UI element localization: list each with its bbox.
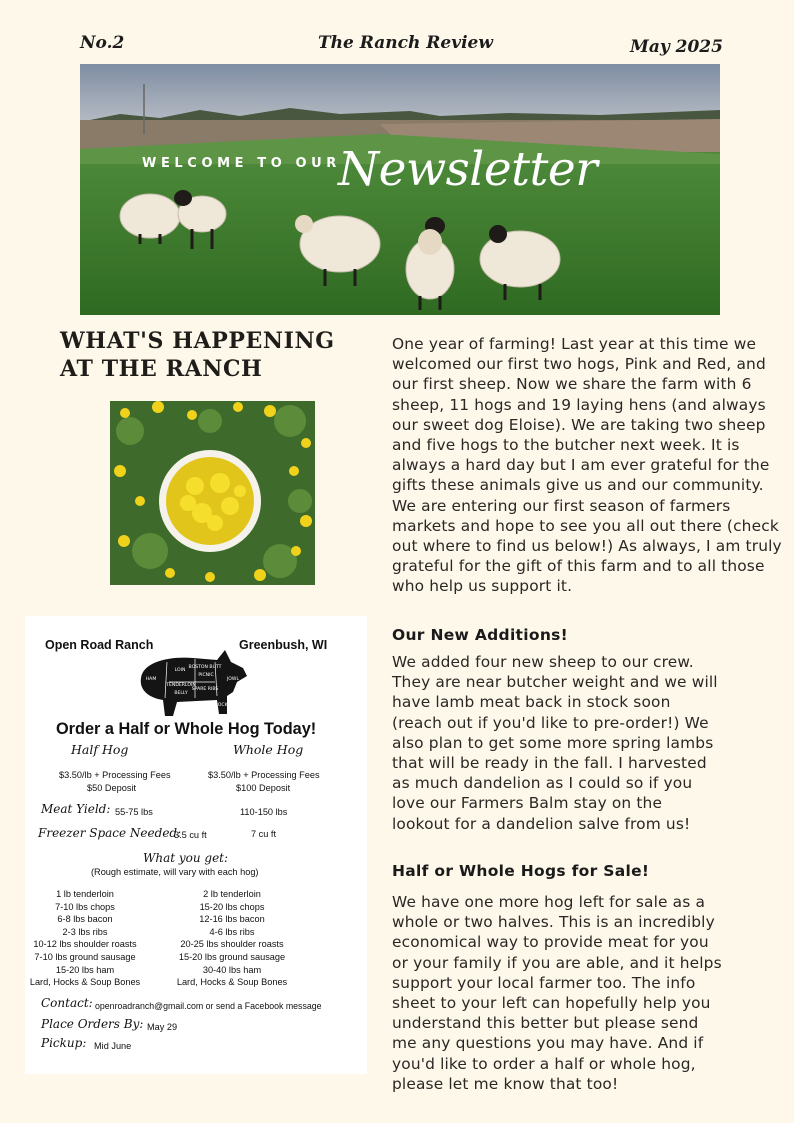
cut-loin: LOIN — [174, 668, 186, 673]
issue-number: No.2 — [80, 33, 125, 53]
hog-order-flyer — [25, 616, 367, 1074]
list-item: 12-16 lbs bacon — [199, 914, 265, 925]
cut-tenderloin: TENDERLOIN — [166, 683, 196, 688]
list-item: 30-40 lbs ham — [202, 964, 262, 975]
hero-title: Newsletter — [338, 142, 598, 197]
freezer-space-label: Freezer Space Needed: — [38, 826, 182, 840]
hogs-paragraph: We have one more hog left for sale as a whole or two halves. This is an incredibly economical way to provide meat for you or your family if you are able, and it helps support your local farmer too. The info sheet to your left can hopefully help you understand this better but please send me any questions you may have. And if you'd like to order a half or whole hog, please let me know that too! — [392, 893, 722, 1093]
list-item: 15-20 lbs chops — [199, 901, 265, 912]
half-hog-label: Half Hog — [71, 742, 129, 757]
dandelion-bowl-image — [110, 401, 315, 585]
whole-freezer: 7 cu ft — [251, 829, 277, 839]
additions-heading: Our New Additions! — [392, 626, 569, 644]
half-yield: 55-75 lbs — [115, 807, 153, 817]
list-item: 7-10 lbs chops — [55, 901, 115, 912]
flyer-title: Order a Half or Whole Hog Today! — [56, 720, 317, 738]
estimate-note: (Rough estimate, will vary with each hog) — [91, 867, 259, 877]
list-item: 2 lb tenderloin — [203, 889, 261, 899]
cut-boston-butt: BOSTON BUTT — [188, 665, 222, 670]
flyer-ranch-name: Open Road Ranch — [45, 638, 154, 652]
what-you-get-label: What you get: — [143, 851, 229, 865]
half-hog-items — [25, 888, 145, 989]
contact-label: Contact: — [41, 996, 93, 1010]
half-freezer: 3.5 cu ft — [174, 830, 207, 840]
cut-spare-ribs: SPARE RIBS — [191, 687, 219, 692]
whole-price: $3.50/lb + Processing Fees — [208, 770, 320, 780]
list-item: 6-8 lbs bacon — [57, 914, 113, 925]
list-item: Lard, Hocks & Soup Bones — [176, 977, 288, 988]
meat-yield-label: Meat Yield: — [41, 802, 111, 816]
whole-deposit: $100 Deposit — [236, 783, 291, 793]
list-item: 15-20 lbs ham — [55, 964, 115, 975]
list-item: 2-3 lbs ribs — [62, 926, 108, 937]
issue-date: May 2025 — [630, 37, 723, 57]
additions-paragraph: We added four new sheep to our crew. They are near butcher weight and we will have lamb meat back in stock soon (reach out if you'd like to pre-order!) We also plan to get some more spring lambs that will be ready in the fall. I harvested as much dandelion as I could so if you love our Farmers Balm stay on the lookout for a dandelion salve from us! — [392, 653, 718, 833]
cut-jowl: JOWL — [226, 677, 240, 682]
list-item: 10-12 lbs shoulder roasts — [33, 939, 137, 950]
dandelion-photo — [110, 401, 315, 585]
list-item: 20-25 lbs shoulder roasts — [180, 939, 284, 950]
whole-yield: 110-150 lbs — [240, 807, 288, 817]
whole-hog-items — [171, 888, 293, 989]
pig-cuts-diagram — [133, 644, 253, 720]
list-item: 7-10 lbs ground sausage — [34, 951, 136, 962]
list-item: Lard, Hocks & Soup Bones — [29, 977, 141, 988]
cut-belly: BELLY — [174, 691, 188, 696]
place-orders-label: Place Orders By: — [41, 1017, 144, 1031]
half-deposit: $50 Deposit — [87, 783, 137, 793]
hogs-heading: Half or Whole Hogs for Sale! — [392, 862, 650, 880]
whole-hog-label: Whole Hog — [233, 742, 304, 757]
pickup-label: Pickup: — [41, 1036, 87, 1050]
cut-hock: HOCK — [214, 703, 228, 708]
list-item: 1 lb tenderloin — [56, 889, 114, 899]
half-price: $3.50/lb + Processing Fees — [59, 770, 171, 780]
pickup-value: Mid June — [94, 1041, 132, 1051]
list-item: 4-6 lbs ribs — [209, 926, 255, 937]
hero-welcome-text: WELCOME TO OUR — [142, 156, 341, 171]
flyer-location: Greenbush, WI — [239, 638, 328, 652]
cut-ham: HAM — [145, 677, 157, 682]
section-heading: WHAT'S HAPPENING AT THE RANCH — [60, 328, 335, 382]
list-item: 15-20 lbs ground sausage — [178, 951, 286, 962]
cut-picnic: PICNIC — [198, 673, 214, 678]
contact-value: openroadranch@gmail.com or send a Facebook message — [95, 1001, 322, 1011]
publication-title: The Ranch Review — [318, 33, 493, 53]
intro-paragraph: One year of farming! Last year at this time we welcomed our first two hogs, Pink and Red, and our first sheep. Now we share the farm with 6 sheep, 11 hogs and 19 laying hens (and always our sweet dog Eloise). We are taking two sheep and five hogs to the butcher next week. It is always a hard day but I am ever grateful for the gifts these animals give us and our community. We are entering our first season of farmers markets and hope to see you all out there (check out where to find us below!) As always, I am truly grateful for the gift of this farm and to all those who help us support it. — [392, 335, 782, 596]
place-orders-value: May 29 — [147, 1022, 178, 1032]
